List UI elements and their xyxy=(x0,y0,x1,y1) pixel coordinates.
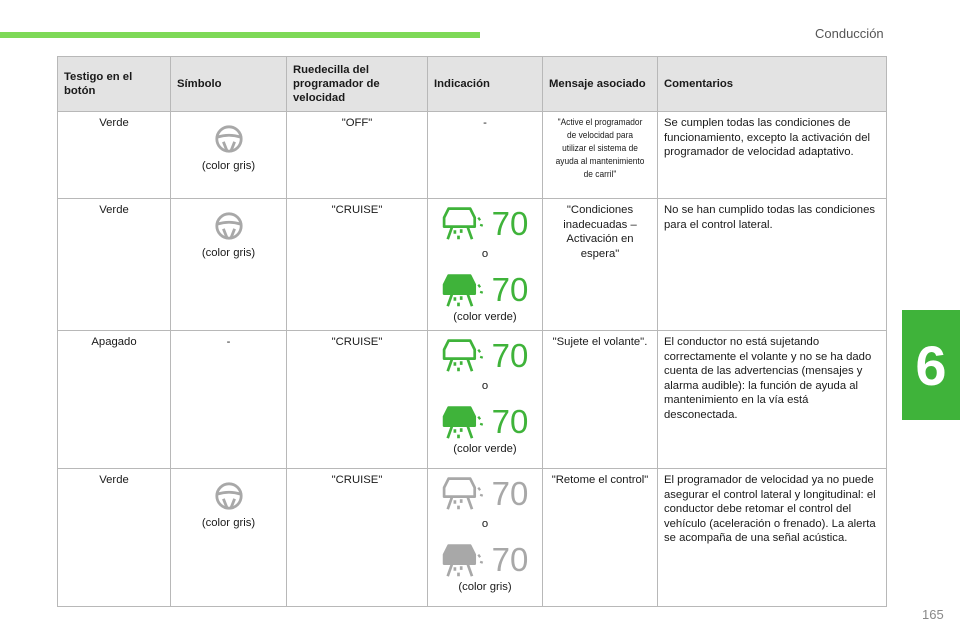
lane-assist-indicator xyxy=(442,203,529,243)
table-row xyxy=(58,199,887,331)
lane-assist-indicator xyxy=(442,473,529,513)
cell-mensaje: "Condiciones inadecuadas – Activación en espera" xyxy=(543,199,658,331)
lane-assist-indicator xyxy=(442,402,529,442)
col-header-simbolo: Símbolo xyxy=(171,57,287,112)
cell-ruedecilla: "CRUISE" xyxy=(287,469,428,607)
cell-simbolo xyxy=(171,469,287,607)
cell-indicacion xyxy=(428,199,543,331)
speed-value: 70 xyxy=(491,403,529,440)
speed-value: 70 xyxy=(491,541,529,578)
speed-value: 70 xyxy=(491,204,529,242)
steering-wheel-icon xyxy=(214,124,244,154)
col-header-ruedecilla: Ruedecilla del programador de velocidad xyxy=(287,57,428,112)
speed-value: 70 xyxy=(491,474,529,512)
indication-caption: (color verde) xyxy=(453,310,517,323)
symbol-caption: (color gris) xyxy=(201,517,256,529)
cell-simbolo xyxy=(171,199,287,331)
cell-comentarios: No se han cumplido todas las condiciones para el control lateral. xyxy=(658,199,887,331)
table-row xyxy=(58,469,887,607)
lane-keeping-outline-icon xyxy=(442,337,484,373)
cell-ruedecilla: "OFF" xyxy=(287,112,428,199)
lane-keeping-filled-icon xyxy=(442,272,484,308)
cell-testigo: Verde xyxy=(58,112,171,199)
table-row xyxy=(58,331,887,469)
cell-comentarios: El programador de velocidad ya no puede asegurar el control lateral y longitudinal: el conductor debe retomar el control del vehículo (aceleración o frenado). La alerta se acompaña de una señal acústica. xyxy=(658,469,887,607)
cell-ruedecilla: "CRUISE" xyxy=(287,331,428,469)
table-header-row xyxy=(58,57,887,112)
lane-assist-indicator xyxy=(442,335,529,375)
lane-keeping-filled-icon xyxy=(442,404,484,440)
cell-testigo: Verde xyxy=(58,469,171,607)
cell-testigo: Apagado xyxy=(58,331,171,469)
lane-assist-indicator xyxy=(442,540,529,580)
warning-light-table xyxy=(57,56,887,607)
speed-value: 70 xyxy=(491,271,529,308)
steering-wheel-icon xyxy=(214,211,244,241)
cell-simbolo xyxy=(171,112,287,199)
cell-comentarios: Se cumplen todas las condiciones de funcionamiento, excepto la activación del programador de velocidad adaptativo. xyxy=(658,112,887,199)
cell-testigo: Verde xyxy=(58,199,171,331)
cell-mensaje: "Retome el control" xyxy=(543,469,658,607)
chapter-tab: 6 xyxy=(902,310,960,420)
cell-indicacion xyxy=(428,331,543,469)
cell-mensaje: "Sujete el volante". xyxy=(543,331,658,469)
cell-indicacion: - xyxy=(428,112,543,199)
indication-caption: (color verde) xyxy=(453,442,517,455)
lane-keeping-outline-icon xyxy=(442,475,484,511)
cell-simbolo: - xyxy=(171,331,287,469)
cell-mensaje xyxy=(543,112,658,199)
cell-ruedecilla: "CRUISE" xyxy=(287,199,428,331)
cell-indicacion xyxy=(428,469,543,607)
table-row xyxy=(58,112,887,199)
or-separator: o xyxy=(481,380,489,392)
symbol-caption: (color gris) xyxy=(201,247,256,259)
section-title: Conducción xyxy=(815,26,884,41)
message-text: "Active el programador de velocidad para utilizar el sistema de ayuda al mantenimiento de carril" xyxy=(555,117,645,180)
col-header-indicacion: Indicación xyxy=(428,57,543,112)
col-header-comentarios: Comentarios xyxy=(658,57,887,112)
lane-assist-indicator xyxy=(442,270,529,310)
lane-keeping-filled-icon xyxy=(442,542,484,578)
steering-wheel-icon xyxy=(214,481,244,511)
cell-comentarios: El conductor no está sujetando correctamente el volante y no se ha dado cuenta de las advertencias (mensajes y alarma audible): la función de ayuda al mantenimiento en la vía está desconectada. xyxy=(658,331,887,469)
speed-value: 70 xyxy=(491,336,529,374)
or-separator: o xyxy=(481,518,489,530)
col-header-mensaje: Mensaje asociado xyxy=(543,57,658,112)
indication-caption: (color gris) xyxy=(458,580,512,593)
lane-keeping-outline-icon xyxy=(442,205,484,241)
symbol-caption: (color gris) xyxy=(201,160,256,172)
col-header-testigo: Testigo en el botón xyxy=(58,57,171,112)
page-number: 165 xyxy=(922,607,944,622)
or-separator: o xyxy=(481,248,489,260)
header-accent-bar xyxy=(0,32,480,38)
